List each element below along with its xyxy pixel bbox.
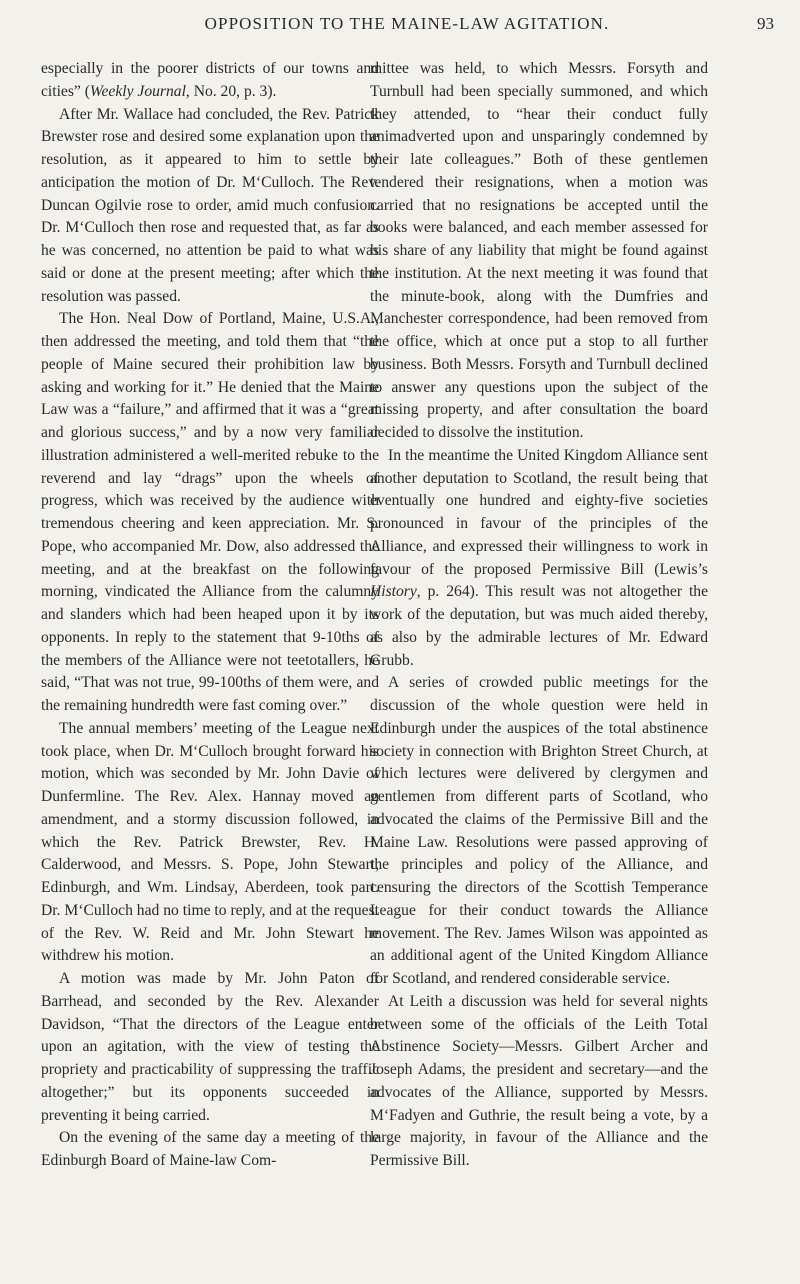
- paragraph: On the evening of the same day a meeting of the Edinburgh Board of Maine-law Com-: [41, 1129, 379, 1169]
- paragraph: A series of crowded public meetings for the discussion of the whole question were held in Edinburgh under the auspices of the total abstinence society in connection with Brighton Street Church, at which lectures were delivered by clergymen and gentlemen from different parts of Scotland, who advocated the claims of the Permissive Bill and the Maine Law. Resolutions were passed approving of the principles and policy of the Alliance, and censuring the directors of the Scottish Temperance League for their conduct towards the Alliance movement. The Rev. James Wilson was appointed as an additional agent of the United Kingdom Alliance for Scotland, and rendered considerable service.: [370, 674, 708, 987]
- paragraph: At Leith a discussion was held for several nights between some of the officials of the Leith Total Abstinence Society—Messrs. Gilbert Archer and Joseph Adams, the president and secretary—and the advocates of the Alliance, supported by Messrs. M‘Fadyen and Guthrie, the result being a vote, by a large majority, in favour of the Alliance and the Permissive Bill.: [370, 992, 708, 1169]
- journal-title-italic: Weekly Journal: [89, 82, 186, 100]
- text-run: especially in the poorer districts of our towns and cities” (: [41, 60, 379, 100]
- paragraph: A motion was made by Mr. John Paton of Barrhead, and seconded by the Rev. Alexander Davidson, “That the directors of the League enter upon an agitation, with the view of testing the propriety and practicability of suppressing the traffic altogether;” but its opponents succeeded in preventing it being carried.: [41, 970, 379, 1124]
- paragraph-continued: [41, 58, 379, 104]
- text-run: In the meantime the United Kingdom Alliance sent another deputation to Scotland, the result being that eventually one hundred and eighty-five societies pronounced in favour of the principles of the Alliance, and expressed their willingness to work in favour of the proposed Permissive Bill (Lewis’s: [370, 446, 708, 578]
- paragraph: [370, 445, 708, 673]
- running-head: [40, 14, 774, 40]
- paragraph: The Hon. Neal Dow of Portland, Maine, U.S.A., then addressed the meeting, and told them that “the people of Maine secured their prohibition law by asking and working for it.” He denied that the Maine Law was a “failure,” and affirmed that it was a “great and glorious success,” and by a now very familiar illustration administered a well-merited rebuke to the reverend and lay “drags” upon the wheels of progress, which was received by the audience with tremendous cheering and keen appreciation. Mr. S. Pope, who accompanied Mr. Dow, also addressed the meeting, and at the breakfast on the following morning, vindicated the Alliance from the calumny and slanders which had been heaped upon it by its opponents. In reply to the statement that 9-10ths of the members of the Alliance were not teetotallers, he said, “That was not true, 99-100ths of them were, and the remaining hundredth were fast coming over.”: [41, 310, 379, 714]
- text-run: , p. 264). This result was not altogether the work of the deputation, but was much aided thereby, as also by the admirable lectures of Mr. Edward Grubb.: [370, 583, 708, 669]
- page-number: 93: [757, 14, 774, 33]
- left-column: [41, 58, 379, 1173]
- paragraph: After Mr. Wallace had concluded, the Rev. Patrick Brewster rose and desired some explanation upon the resolution, as it appeared to him to settle by anticipation the motion of Dr. M‘Culloch. The Rev. Duncan Ogilvie rose to order, amid much confusion. Dr. M‘Culloch then rose and requested that, as far as he was concerned, no attention be paid to what was said or done at the present meeting; after which the resolution was passed.: [41, 105, 379, 305]
- paragraph: The annual members’ meeting of the League next took place, when Dr. M‘Culloch brought forward his motion, which was seconded by Mr. John Davie of Dunfermline. The Rev. Alex. Hannay moved an amendment, and a stormy discussion followed, in which the Rev. Patrick Brewster, Rev. H. Calderwood, and Messrs. S. Pope, John Stewart, Edinburgh, and Wm. Lindsay, Aberdeen, took part. Dr. M‘Culloch had no time to reply, and at the request of the Rev. W. Reid and Mr. John Stewart he withdrew his motion.: [41, 719, 379, 965]
- running-title: OPPOSITION TO THE MAINE-LAW AGITATION.: [204, 14, 610, 33]
- paragraph-continued: mittee was held, to which Messrs. Forsyth and Turnbull had been specially summoned, and which they attended, to “hear their conduct fully animadverted upon and unsparingly condemned by their late colleagues.” Both of these gentlemen tendered their resignations, when a motion was carried that no resignations be accepted until the books were balanced, and each member assessed for his share of any liability that might be found against the institution. At the next meeting it was found that the minute-book, along with the Dumfries and Manchester correspondence, had been removed from the office, which at once put a stop to all further business. Both Messrs. Forsyth and Turnbull declined to answer any questions upon the subject of the missing property, and after consultation the board decided to dissolve the institution.: [370, 60, 708, 441]
- book-title-italic: History: [370, 583, 417, 601]
- right-column: [370, 58, 708, 1173]
- text-run: , No. 20, p. 3).: [185, 82, 277, 100]
